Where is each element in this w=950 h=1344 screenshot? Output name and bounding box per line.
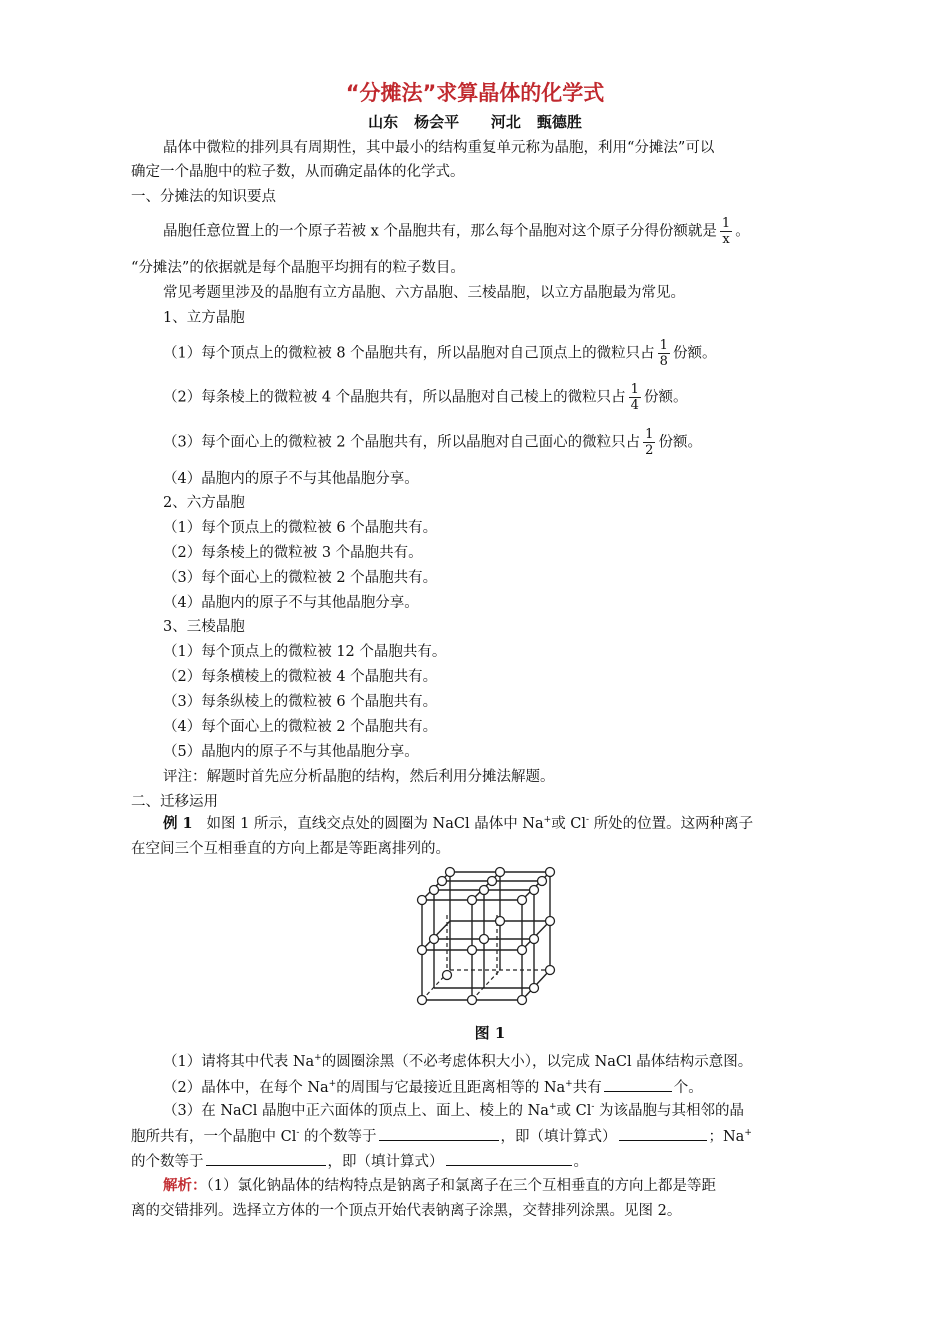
intro-line-1: 晶体中微粒的排列具有周期性，其中最小的结构重复单元称为晶胞，利用“分摊法”可以 (163, 140, 715, 156)
q-text: 的个数等于 (131, 1154, 204, 1170)
cubic-fraction-3 (643, 427, 655, 458)
question-2 (163, 1077, 703, 1098)
example-text: 如图 1 所示，直线交点处的圆圈为 NaCl 晶体中 Na (206, 816, 544, 832)
hex-item: （3）每个面心上的微粒被 2 个晶胞共有。 (163, 570, 438, 586)
answer-blank[interactable] (619, 1126, 707, 1141)
cubic-item-1 (163, 338, 716, 369)
rule-frac-den: x (722, 232, 730, 247)
charge-plus: + (314, 1053, 322, 1063)
q-text: ；Na (708, 1129, 745, 1145)
note-line: 评注：解题时首先应分析晶胞的结构，然后利用分摊法解题。 (163, 769, 555, 785)
page-title: “分摊法”求算晶体的化学式 (345, 81, 605, 105)
cubic-fraction-2 (629, 382, 641, 413)
charge-plus: + (548, 1102, 557, 1112)
cubic-item-3 (163, 427, 702, 458)
example-text: 或 Cl (551, 816, 587, 832)
author-name-2: 甄德胜 (536, 113, 582, 131)
analysis-line-2: 离的交错排列。选择立方体的一个顶点开始代表钠离子涂黑，交替排列涂黑。见图 2。 (131, 1203, 682, 1219)
common-line: 常见考题里涉及的晶胞有立方晶胞、六方晶胞、三棱晶胞，以立方晶胞最为常见。 (163, 285, 685, 301)
question-3-line-2 (131, 1126, 752, 1147)
tri-item: （4）每个面心上的微粒被 2 个晶胞共有。 (163, 719, 438, 735)
answer-blank[interactable] (379, 1126, 499, 1141)
question-3-line-1 (163, 1101, 744, 1121)
rule-line (163, 216, 750, 247)
suffix: 份额。 (658, 434, 702, 451)
cubic-item-3-text: （3）每个面心上的微粒被 2 个晶胞共有，所以晶胞对自己面心的微粒只占 (163, 434, 641, 451)
q-text: 的个数等于 (304, 1129, 377, 1145)
cubic-item-2 (163, 382, 687, 413)
charge-plus: + (543, 815, 552, 825)
question-3-line-3 (131, 1151, 588, 1172)
q-text: 的圆圈涂黑（不必考虑体积大小），以完成 NaCl 晶体结构示意图。 (321, 1054, 753, 1070)
question-1 (163, 1052, 752, 1072)
frac-num: 1 (645, 427, 654, 442)
q-text: （1）请将其中代表 Na (163, 1054, 315, 1070)
q-text: 为该晶胞与其相邻的晶 (599, 1103, 744, 1119)
nacl-lattice-figure (412, 860, 572, 1010)
answer-blank[interactable] (446, 1151, 572, 1166)
rule-end: 。 (735, 223, 750, 240)
author-province-1: 山东 (368, 113, 399, 131)
q-text: ，即（填计算式） (327, 1154, 444, 1170)
charge-minus: - (296, 1128, 300, 1138)
rule-frac-num: 1 (721, 216, 731, 231)
q-text: （2）晶体中，在每个 Na (163, 1080, 329, 1096)
example-line-1 (163, 814, 753, 834)
frac-num: 1 (630, 382, 639, 397)
q-text: 或 Cl (556, 1103, 592, 1119)
frac-den: 2 (645, 443, 654, 458)
intro-line-2: 确定一个晶胞中的粒子数，从而确定晶体的化学式。 (131, 164, 465, 180)
cubic-fraction-1 (658, 338, 670, 369)
q-text: （3）在 NaCl 晶胞中正六面体的顶点上、面上、棱上的 Na (163, 1103, 549, 1119)
hex-title: 2、六方晶胞 (163, 495, 245, 511)
example-label: 例 1 (163, 815, 193, 832)
tri-item: （2）每条横棱上的微粒被 4 个晶胞共有。 (163, 669, 438, 685)
hex-item: （4）晶胞内的原子不与其他晶胞分享。 (163, 595, 419, 611)
cubic-item-4: （4）晶胞内的原子不与其他晶胞分享。 (163, 471, 419, 487)
hex-item: （2）每条棱上的微粒被 3 个晶胞共有。 (163, 545, 423, 561)
analysis-text: （1）氯化钠晶体的结构特点是钠离子和氯离子在三个互相垂直的方向上都是等距 (206, 1178, 716, 1194)
section-2-title: 二、迁移运用 (131, 794, 218, 810)
charge-plus: + (744, 1128, 752, 1138)
frac-den: 8 (659, 354, 668, 369)
frac-den: 4 (630, 398, 639, 413)
authors (0, 112, 950, 132)
suffix: 份额。 (643, 389, 688, 406)
q-text: ，即（填计算式） (500, 1129, 617, 1145)
tri-title: 3、三棱晶胞 (163, 619, 245, 635)
q-text: 。 (573, 1154, 588, 1170)
analysis-label: 解析： (163, 1177, 207, 1194)
rule-fraction (720, 216, 732, 247)
answer-blank[interactable] (206, 1151, 326, 1166)
charge-minus: - (591, 1102, 595, 1112)
section-1-title: 一、分摊法的知识要点 (131, 189, 276, 205)
tri-item: （5）晶胞内的原子不与其他晶胞分享。 (163, 744, 419, 760)
q-text: 个。 (673, 1080, 703, 1096)
q-text: 的周围与它最接近且距离相等的 Na (336, 1080, 566, 1096)
cubic-title: 1、立方晶胞 (163, 310, 245, 326)
figure-caption: 图 1 (474, 1024, 506, 1042)
q-text: 胞所共有，一个晶胞中 Cl (131, 1129, 297, 1145)
charge-plus: + (565, 1079, 573, 1089)
frac-num: 1 (659, 338, 668, 353)
example-line-2: 在空间三个互相垂直的方向上都是等距离排列的。 (131, 841, 450, 857)
example-text: 所处的位置。这两种离子 (593, 816, 754, 832)
charge-plus: + (328, 1079, 337, 1089)
answer-blank[interactable] (604, 1077, 672, 1092)
author-name-1: 杨会平 (414, 113, 460, 131)
q-text: 共有 (572, 1080, 602, 1096)
author-province-2: 河北 (490, 113, 521, 131)
basis-line: “分摊法”的依据就是每个晶胞平均拥有的粒子数目。 (131, 260, 465, 276)
tri-item: （1）每个顶点上的微粒被 12 个晶胞共有。 (163, 644, 447, 660)
suffix: 份额。 (672, 345, 717, 362)
analysis-line-1 (163, 1176, 716, 1196)
charge-minus: - (586, 815, 590, 825)
hex-item: （1）每个顶点上的微粒被 6 个晶胞共有。 (163, 520, 438, 536)
tri-item: （3）每条纵棱上的微粒被 6 个晶胞共有。 (163, 694, 438, 710)
rule-text: 晶胞任意位置上的一个原子若被 x 个晶胞共有，那么每个晶胞对这个原子分得份额就是 (163, 223, 717, 240)
cubic-item-2-text: （2）每条棱上的微粒被 4 个晶胞共有，所以晶胞对自己棱上的微粒只占 (163, 389, 626, 406)
cubic-item-1-text: （1）每个顶点上的微粒被 8 个晶胞共有，所以晶胞对自己顶点上的微粒只占 (163, 345, 655, 362)
